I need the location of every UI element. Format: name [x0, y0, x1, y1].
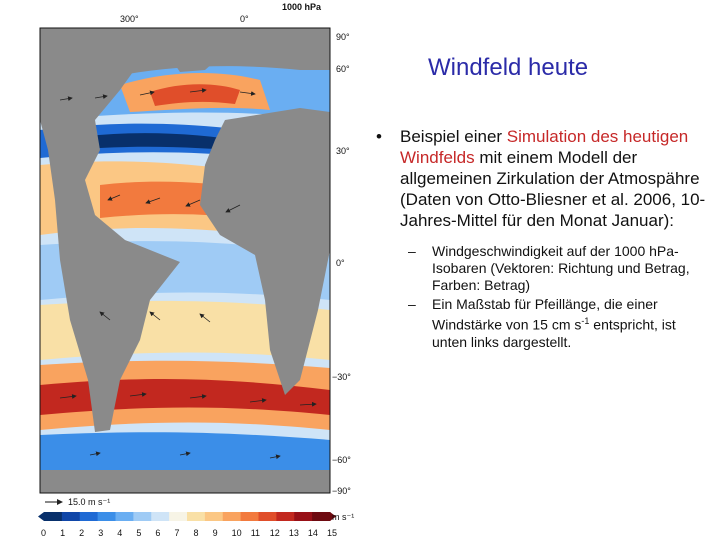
colorbar-segment	[312, 512, 330, 521]
sub-bullet-dash: –	[408, 296, 416, 312]
colorbar-segment	[80, 512, 98, 521]
sub-bullet-2-text-a: Ein Maßstab für Pfeillänge, die einer Windstärke von 15 cm s	[432, 296, 658, 333]
colorbar-tick-label: 13	[288, 528, 299, 538]
colorbar-segment	[133, 512, 151, 521]
scale-arrow-label: 15.0 m s⁻¹	[68, 497, 111, 507]
colorbar-segment	[151, 512, 169, 521]
colorbar-segment	[276, 512, 294, 521]
slide-content	[376, 126, 712, 351]
lat-label-30: 30°	[336, 146, 350, 156]
bullet-text-2: mit einem Modell der allgemeinen Zirkulation der Atmospähre (Daten von Otto-Bliesner et al. 2006, 10-Jahres-Mittel für den Monat Januar):	[400, 148, 706, 230]
colorbar-tick-label: 3	[98, 528, 104, 538]
lon-label-0: 0°	[240, 14, 249, 24]
colorbar-low-arrow	[38, 512, 44, 521]
colorbar-tick-label: 2	[79, 528, 85, 538]
colorbar-segment	[98, 512, 116, 521]
antarctica-landmass	[40, 470, 330, 493]
colorbar-tick-label: 6	[155, 528, 161, 538]
colorbar-tick-label: 15	[327, 528, 338, 538]
bullet-highlight: Simulation des heutigen Windfelds	[400, 127, 689, 167]
lon-label-300: 300°	[120, 14, 139, 24]
sub-bullet-dash: –	[408, 243, 416, 259]
lat-label-60: 60°	[336, 64, 350, 74]
colorbar-tick-label: 7	[174, 528, 180, 538]
pressure-level-label: 1000 hPa	[282, 2, 322, 12]
colorbar-segment	[241, 512, 259, 521]
bullet-text-1: Beispiel einer	[400, 127, 507, 146]
sub-bullet-1	[408, 243, 712, 294]
colorbar	[38, 512, 336, 521]
colorbar-segment	[294, 512, 312, 521]
colorbar-tick-label: 4	[117, 528, 123, 538]
colorbar-tick-label: 9	[212, 528, 218, 538]
colorbar-tick-label: 8	[193, 528, 199, 538]
lat-label-m60: −60°	[332, 455, 351, 465]
top-axis-labels	[0, 0, 360, 28]
sub-bullet-2-superscript: -1	[581, 316, 590, 326]
colorbar-segment	[259, 512, 277, 521]
sub-bullet-2-text-b: entspricht, ist unten links dargestellt.	[432, 316, 676, 350]
lat-label-90: 90°	[336, 32, 350, 42]
sub-bullet-2	[408, 296, 712, 351]
bullet-dot: •	[376, 127, 382, 146]
sub-bullet-1-text: Windgeschwindigkeit auf der 1000 hPa-Isobaren (Vektoren: Richtung und Betrag, Farben: Betrag)	[432, 243, 690, 293]
colorbar-tick-label: 5	[136, 528, 142, 538]
colorbar-tick-label: 12	[269, 528, 280, 538]
colorbar-tick-label: 1	[60, 528, 66, 538]
colorbar-tick-label: 14	[307, 528, 318, 538]
lat-label-m30: −30°	[332, 372, 351, 382]
main-bullet	[376, 126, 712, 231]
colorbar-tick-label: 11	[250, 528, 261, 538]
colorbar-segment	[169, 512, 187, 521]
colorbar-tick-label: 10	[231, 528, 242, 538]
colorbar-tick-label: 0	[41, 528, 47, 538]
slide-title: Windfeld heute	[428, 54, 589, 81]
lat-label-0: 0°	[336, 258, 345, 268]
colorbar-segment	[205, 512, 223, 521]
map-field	[40, 28, 330, 493]
colorbar-segment	[223, 512, 241, 521]
colorbar-segment	[62, 512, 80, 521]
colorbar-segment	[44, 512, 62, 521]
colorbar-segment	[116, 512, 134, 521]
colorbar-unit-label: m s⁻¹	[332, 512, 355, 522]
lat-label-m90: −90°	[332, 486, 351, 496]
colorbar-segment	[187, 512, 205, 521]
